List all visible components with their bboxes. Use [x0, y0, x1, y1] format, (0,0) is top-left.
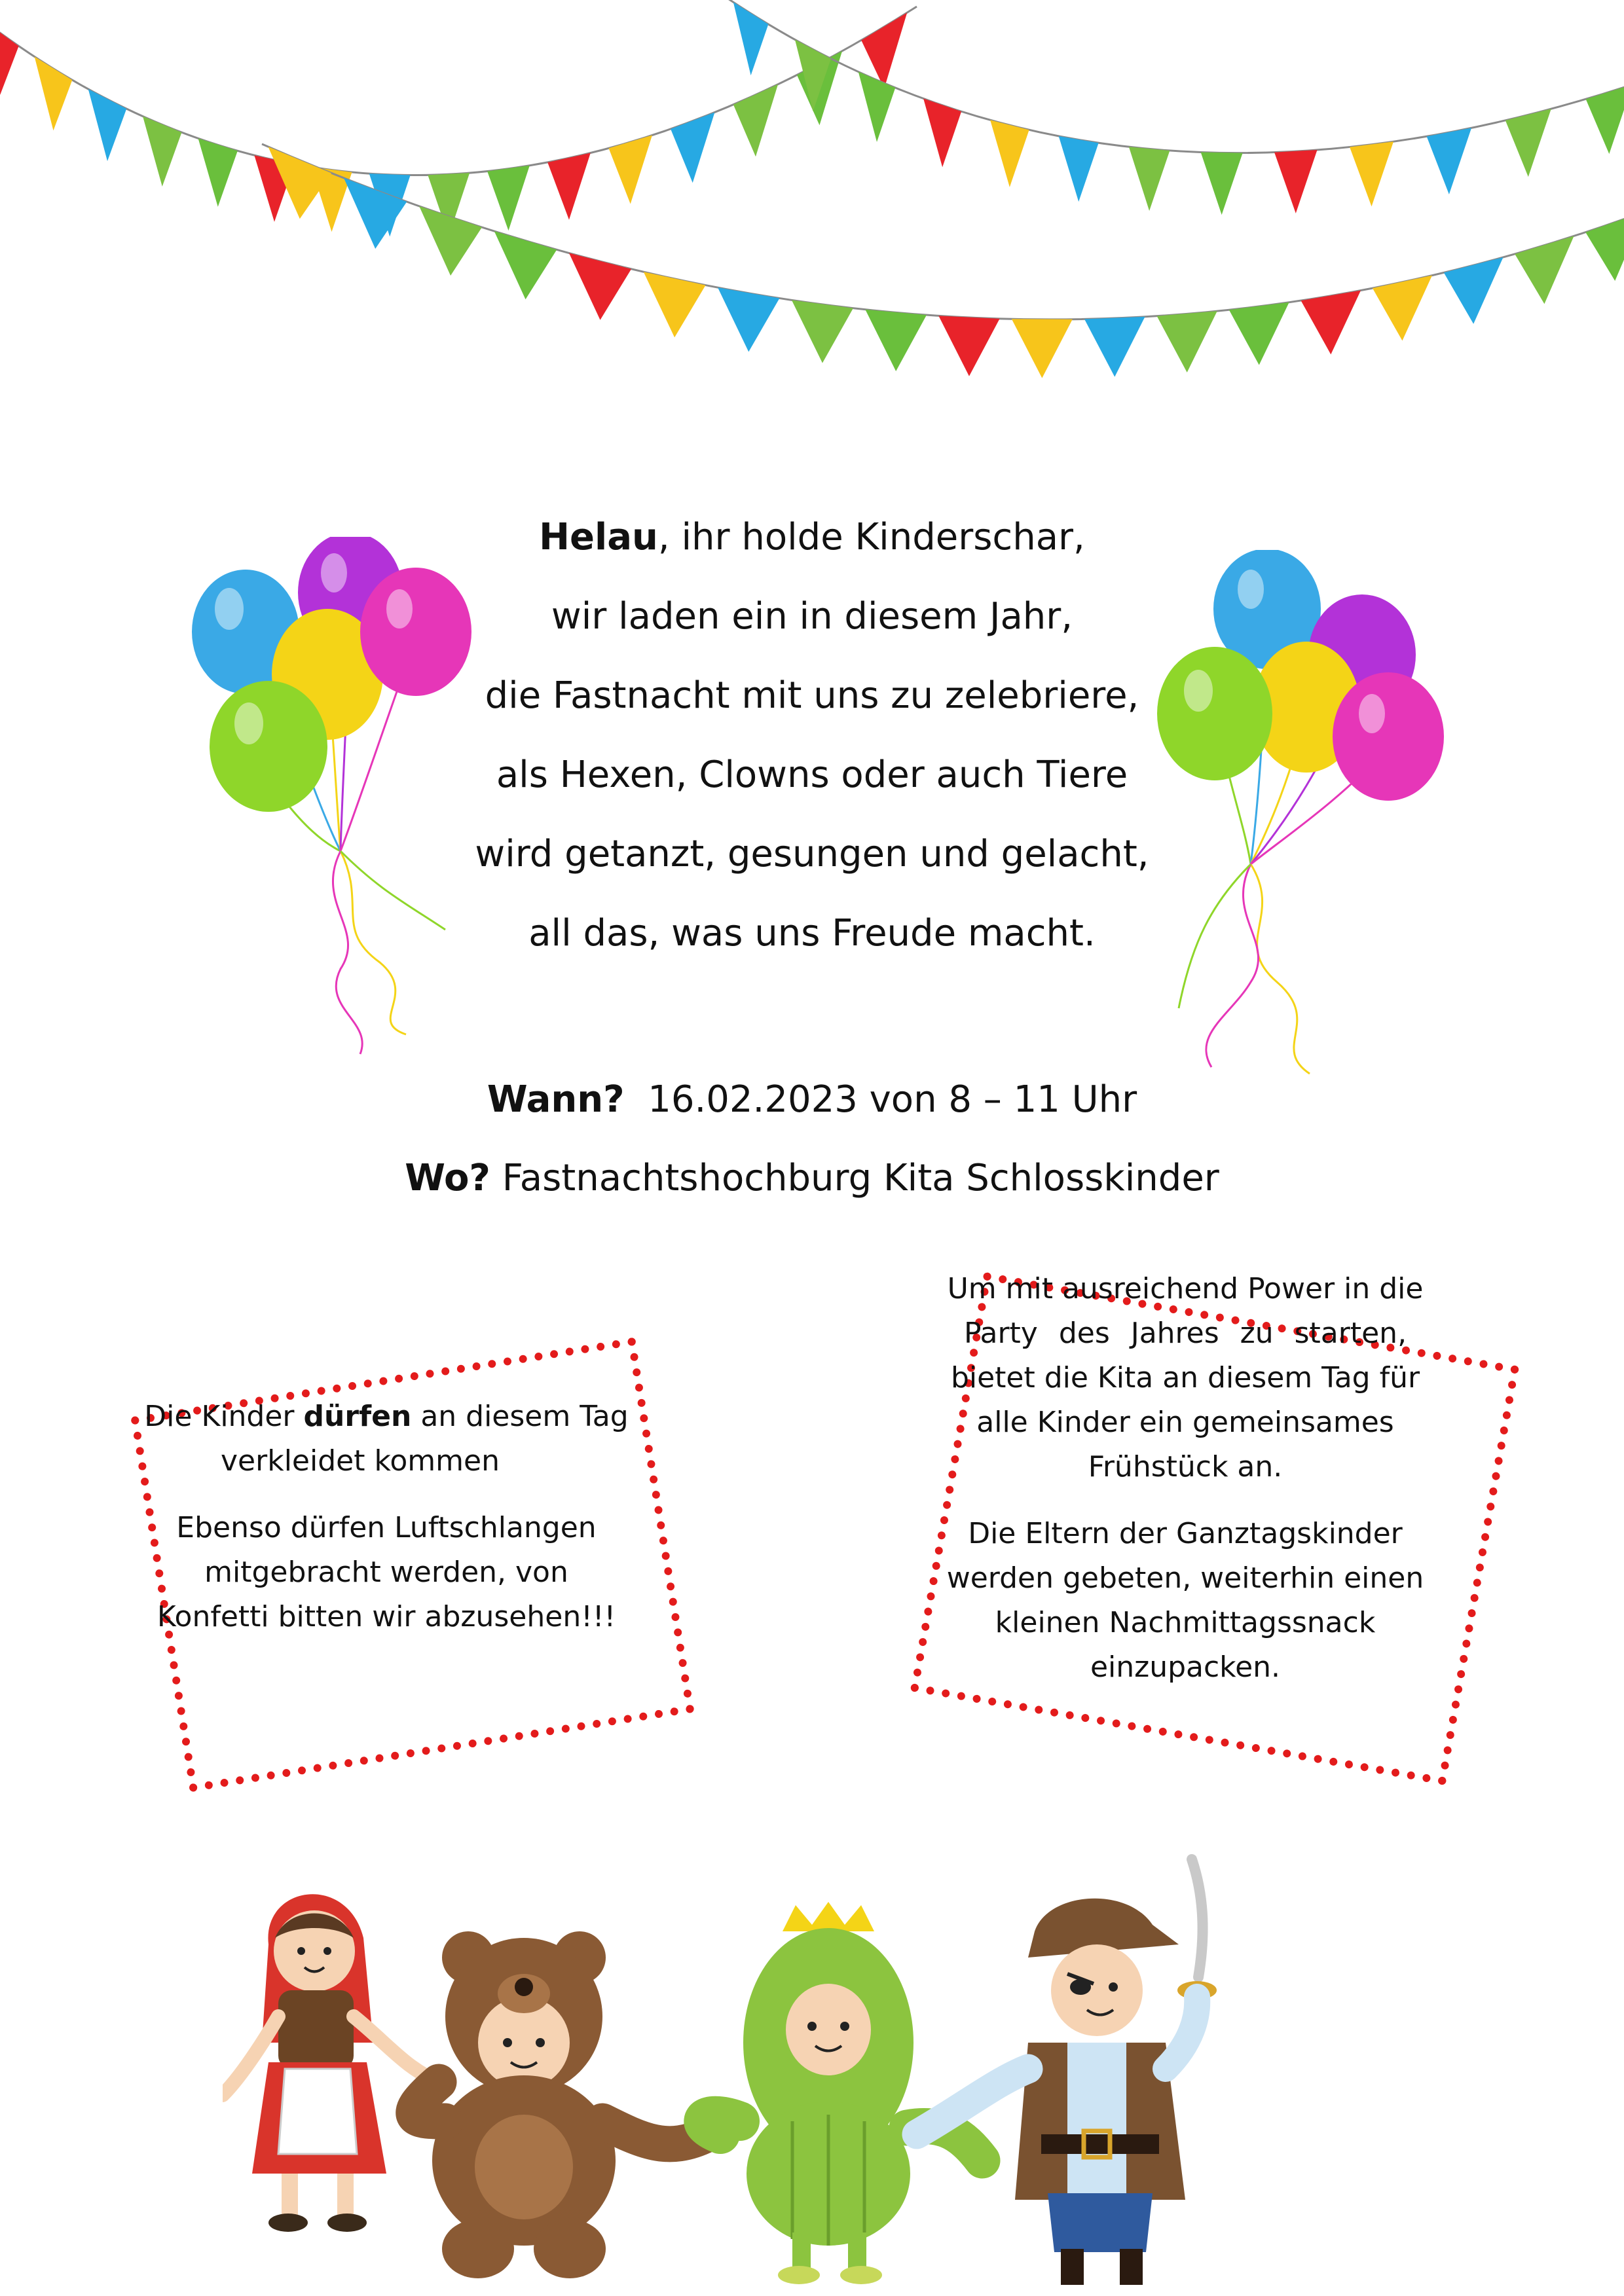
- costume-note-start: Die Kinder: [144, 1400, 304, 1433]
- child-pirate-costume: [917, 1859, 1217, 2285]
- costumed-children-illustration: [223, 1846, 1414, 2296]
- bunting-flag: [938, 316, 999, 376]
- snack-note-line-3: kleinen Nachmittagssnack: [995, 1606, 1376, 1639]
- bunting-flag: [1201, 153, 1243, 215]
- bunting-flag: [1515, 236, 1574, 304]
- bunting-string: [720, 0, 1624, 153]
- bunting-flag: [671, 113, 714, 183]
- bunting-flag: [1301, 291, 1361, 355]
- bunting-flag: [1274, 150, 1317, 213]
- child-bear-costume: [414, 1931, 707, 2278]
- poem-line-4: als Hexen, Clowns oder auch Tiere: [496, 754, 1128, 796]
- invitation-poem: [419, 498, 1205, 973]
- child-red-riding-hood: [223, 1894, 439, 2232]
- bunting-flag: [1084, 317, 1145, 377]
- bunting-flag: [88, 89, 127, 161]
- bunting-flag: [1157, 311, 1217, 373]
- bunting-flag: [569, 253, 631, 320]
- event-date: [262, 1061, 1362, 1139]
- bunting-flag: [792, 300, 853, 363]
- bunting-flag: [733, 84, 778, 156]
- when-value: 16.02.2023 von 8 – 11 Uhr: [648, 1078, 1137, 1121]
- breakfast-note-line-2: Party des Jahres zu starten,: [963, 1317, 1407, 1350]
- bunting-flag: [1505, 109, 1551, 177]
- breakfast-note-line-5: Frühstück an.: [1088, 1450, 1283, 1484]
- bunting-flag: [1012, 319, 1073, 378]
- info-box-left: [124, 1394, 648, 1639]
- poem-line-1-rest: , ihr holde Kinderschar,: [657, 516, 1085, 558]
- bunting-flag: [865, 310, 927, 371]
- breakfast-note-line-1: Um mit ausreichend Power in die: [947, 1272, 1424, 1305]
- bunting-flag: [1444, 257, 1504, 324]
- where-label: Wo?: [405, 1157, 490, 1199]
- bunting-flag: [858, 72, 896, 142]
- bunting-flag: [1585, 211, 1624, 281]
- bunting-flag: [1129, 147, 1170, 211]
- costume-note: [124, 1394, 648, 1439]
- bunting-flag: [143, 117, 181, 187]
- costume-note-emphasis: dürfen: [303, 1400, 412, 1433]
- poem-line-1: [419, 498, 1205, 577]
- when-label: Wann?: [487, 1078, 625, 1121]
- bunting-flag: [718, 287, 779, 352]
- bunting-flag: [487, 166, 530, 230]
- info-box-right: [923, 1267, 1447, 1690]
- bunting-flag: [1373, 276, 1432, 341]
- breakfast-note-line-4: alle Kinder ein gemeinsames: [976, 1406, 1394, 1439]
- bunting-flag: [990, 120, 1029, 187]
- snack-note-line-1: Die Eltern der Ganztagskinder: [968, 1517, 1403, 1550]
- child-cactus-costume: [703, 1902, 982, 2284]
- costume-note-line-2: verkleidet kommen: [221, 1444, 500, 1478]
- bunting-flag: [494, 231, 557, 299]
- poem-line-2: wir laden ein in diesem Jahr,: [551, 595, 1073, 638]
- snack-note-line-4: einzupacken.: [1090, 1650, 1281, 1684]
- streamer-note-line-3: Konfetti bitten wir abzusehen!!!: [157, 1600, 616, 1633]
- bunting-flag: [1229, 302, 1289, 365]
- bunting-flag: [1059, 136, 1099, 202]
- streamer-note-line-2: mitgebracht werden, von: [204, 1556, 568, 1589]
- where-value: Fastnachtshochburg Kita Schlosskinder: [502, 1157, 1219, 1199]
- bunting-flags: [0, 0, 1624, 378]
- greeting: Helau: [539, 516, 658, 558]
- bunting-flag: [1350, 141, 1393, 206]
- costume-note-end: an diesem Tag: [411, 1400, 629, 1433]
- bunting-flag: [547, 153, 591, 220]
- poem-line-6: all das, was uns Freude macht.: [528, 912, 1096, 955]
- bunting-flag: [0, 19, 19, 95]
- bunting-flag: [644, 272, 706, 337]
- bunting-garland: [0, 0, 1624, 406]
- event-location: [262, 1139, 1362, 1218]
- bunting-flag: [1586, 84, 1624, 154]
- poem-line-5: wird getanzt, gesungen und gelacht,: [475, 833, 1149, 875]
- streamer-note-line-1: Ebenso dürfen Luftschlangen: [176, 1511, 597, 1544]
- bunting-flag: [1427, 128, 1471, 194]
- breakfast-note-line-3: bietet die Kita an diesem Tag für: [950, 1361, 1420, 1394]
- poem-line-3: die Fastnacht mit uns zu zelebriere,: [485, 674, 1139, 717]
- snack-note-line-2: werden gebeten, weiterhin einen: [946, 1561, 1424, 1595]
